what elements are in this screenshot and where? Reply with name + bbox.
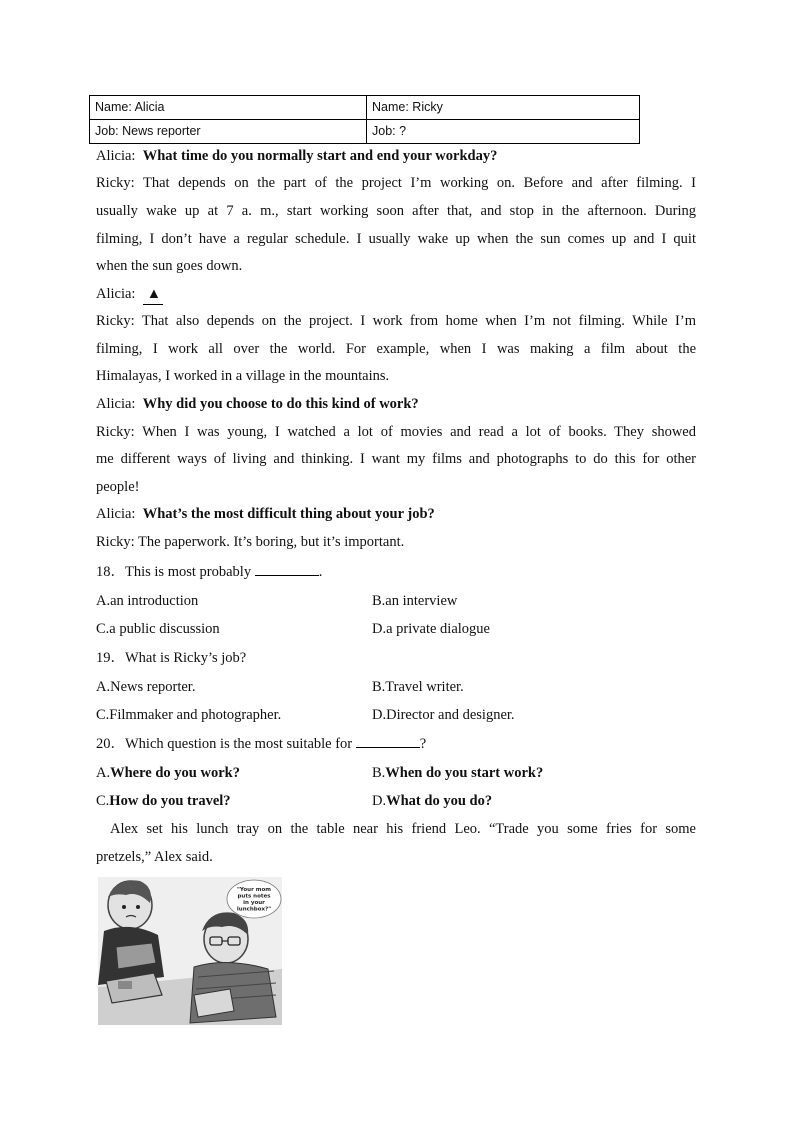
- answer-line: people!: [96, 479, 140, 495]
- question-stem-text: 20．Which question is the most suitable for: [96, 736, 353, 752]
- dialogue-q1: [96, 146, 497, 166]
- option-letter: D.: [372, 793, 387, 809]
- answer-line: when the sun goes down.: [96, 258, 243, 274]
- dialogue-q4: [96, 504, 435, 524]
- alicia-job-cell: Job: News reporter: [95, 124, 201, 138]
- option-19-a: A.News reporter.: [96, 679, 196, 695]
- answer-line: Ricky: When I was young, I watched a lot of movies and read a lot of books. They showed: [96, 424, 696, 440]
- answer-line: Ricky: That also depends on the project. I work from home when I’m not filming. While I’m: [96, 313, 696, 329]
- answer-blank: [356, 733, 420, 748]
- answer-line: me different ways of living and thinking. I want my films and photographs to do this for other: [96, 451, 696, 467]
- speaker-label: Alicia:: [96, 286, 136, 302]
- ricky-name-cell: Name: Ricky: [372, 100, 443, 114]
- question-text: What time do you normally start and end your workday?: [142, 148, 498, 164]
- dialogue-q2: [96, 284, 163, 305]
- question-20-stem: [96, 733, 426, 754]
- table-divider-horizontal: [90, 119, 639, 120]
- option-19-d: D.Director and designer.: [372, 707, 515, 723]
- answer-line: usually wake up at 7 a. m., start working soon after that, and stop in the afternoon. During: [96, 203, 696, 219]
- question-stem-end: ?: [419, 736, 427, 752]
- answer-blank: [255, 561, 319, 576]
- passage-line: pretzels,” Alex said.: [96, 849, 213, 865]
- question-stem-text: 18．This is most probably: [96, 564, 252, 580]
- ricky-job-cell: Job: ?: [372, 124, 407, 138]
- dialogue-q3: [96, 394, 419, 414]
- question-18-stem: [96, 561, 322, 582]
- speaker-label: Alicia:: [96, 506, 136, 522]
- question-stem-end: .: [318, 564, 323, 580]
- question-text: What’s the most difficult thing about your job?: [142, 506, 435, 522]
- option-letter: A.: [96, 765, 111, 781]
- alicia-name-cell: Name: Alicia: [95, 100, 165, 114]
- blank-marker: ▲: [143, 284, 163, 305]
- option-20-a: [96, 763, 240, 783]
- option-18-d: D.a private dialogue: [372, 621, 490, 637]
- info-table: [89, 95, 640, 144]
- option-letter: C.: [96, 793, 110, 809]
- lunch-illustration: [98, 877, 282, 1025]
- answer-line: Himalayas, I worked in a village in the mountains.: [96, 368, 390, 384]
- speaker-label: Alicia:: [96, 396, 136, 412]
- option-text: How do you travel?: [109, 793, 231, 809]
- option-18-b: B.an interview: [372, 593, 458, 609]
- option-text: When do you start work?: [385, 765, 544, 781]
- option-letter: B.: [372, 765, 386, 781]
- speech-bubble-text: "Your mom puts notes in your lunchbox?": [236, 887, 272, 913]
- option-20-d: [372, 791, 492, 811]
- option-20-c: [96, 791, 231, 811]
- option-18-a: A.an introduction: [96, 593, 199, 609]
- answer-line: Ricky: That depends on the part of the project I’m working on. Before and after filming. I: [96, 175, 696, 191]
- answer-line: Ricky: The paperwork. It’s boring, but it’s important.: [96, 534, 405, 550]
- option-19-c: C.Filmmaker and photographer.: [96, 707, 282, 723]
- option-20-b: [372, 763, 543, 783]
- passage-line: Alex set his lunch tray on the table near his friend Leo. “Trade you some fries for some: [110, 821, 696, 837]
- answer-line: filming, I work all over the world. For example, when I was making a film about the: [96, 341, 696, 357]
- option-text: What do you do?: [386, 793, 493, 809]
- option-18-c: C.a public discussion: [96, 621, 220, 637]
- question-text: Why did you choose to do this kind of work?: [142, 396, 419, 412]
- option-text: Where do you work?: [110, 765, 240, 781]
- illustration-drawing: [98, 877, 282, 1025]
- question-19-stem: 19．What is Ricky’s job?: [96, 650, 247, 666]
- speaker-label: Alicia:: [96, 148, 136, 164]
- option-19-b: B.Travel writer.: [372, 679, 464, 695]
- answer-line: filming, I don’t have a regular schedule. I usually wake up when the sun comes up and I quit: [96, 231, 696, 247]
